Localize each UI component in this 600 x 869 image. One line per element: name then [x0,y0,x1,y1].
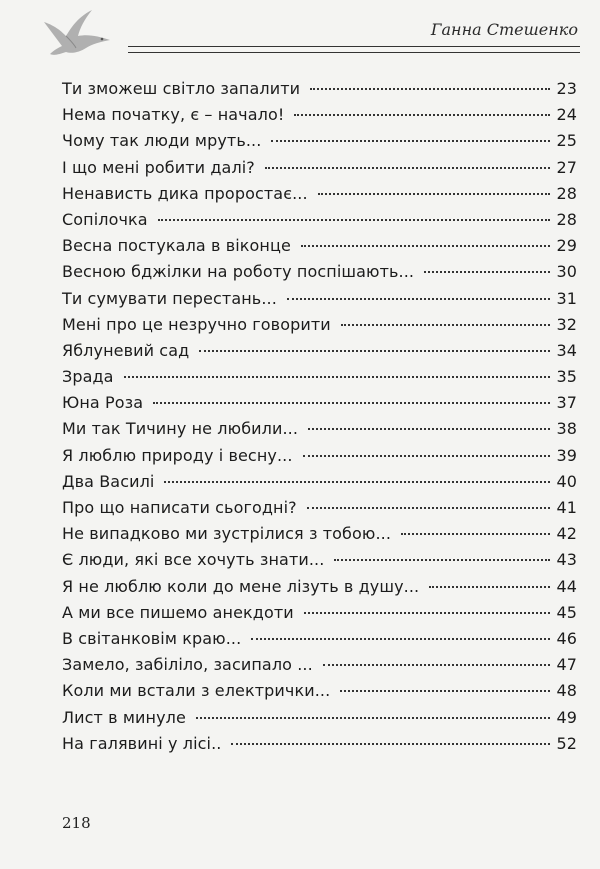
dot-leader [301,245,551,247]
dot-leader [153,402,550,404]
toc-entry-title: Ти зможеш світло запалити [62,79,301,98]
toc-entry-title: Нема початку, є – начало! [62,105,285,125]
toc-entry [62,181,577,207]
dot-leader [231,743,550,745]
toc-entry-page: 32 [556,314,577,334]
toc-entry [62,207,577,233]
toc-entry-title: В світанковім краю... [62,628,242,648]
toc-entry-title: А ми все пишемо анекдоти [62,602,294,622]
toc-entry-page: 29 [556,236,577,256]
toc-entry [62,312,577,338]
toc-entry-page: 46 [556,628,577,648]
dot-leader [199,350,550,352]
toc-entry [62,155,577,181]
toc-entry-page: 23 [556,79,577,98]
toc-entry [62,731,577,757]
toc-entry-page: 48 [556,681,577,701]
toc-entry-page: 28 [556,209,577,229]
toc-entry-title: Про що написати сьогодні? [62,498,297,517]
dot-leader [307,507,551,509]
dot-leader [401,533,550,535]
toc-entry [62,600,577,626]
toc-entry-page: 49 [556,707,577,727]
toc-entry [62,364,577,390]
toc-entry-page: 42 [556,524,577,544]
toc-entry-title: Мені про це незручно говорити [62,314,331,334]
toc-entry-title: Я люблю природу і весну... [62,445,293,465]
toc-entry-page: 44 [556,576,577,596]
dot-leader [271,140,550,142]
toc-entry-title: На галявині у лісі.. [62,733,222,753]
toc-entry [62,574,577,600]
toc-entry-title: Яблуневий сад [62,340,190,360]
toc-entry-title: Весною бджілки на роботу поспішають... [62,262,415,282]
toc-entry [62,259,577,285]
toc-entry [62,443,577,469]
toc-entry-page: 40 [556,471,577,491]
toc-entry [62,521,577,547]
dot-leader [341,324,551,326]
toc-entry-page: 25 [556,131,577,151]
toc-entry [62,626,577,652]
toc-entry-page: 31 [556,288,577,308]
dot-leader [196,717,551,719]
dot-leader [124,376,551,378]
toc-entry [62,76,577,102]
toc-entry-page: 38 [556,419,577,439]
dot-leader [310,88,550,90]
dot-leader [164,481,550,483]
dot-leader [287,298,551,300]
table-of-contents [62,76,577,757]
toc-entry-page: 34 [556,340,577,360]
toc-entry-title: Не випадково ми зустрілися з тобою... [62,524,392,544]
page-header [0,0,600,70]
toc-entry-page: 45 [556,602,577,622]
toc-entry-page: 28 [556,183,577,203]
toc-entry [62,233,577,259]
toc-entry-title: І що мені робити далі? [62,157,255,177]
toc-entry-page: 41 [556,498,577,517]
toc-entry-title: Весна постукала в віконце [62,236,291,256]
dove-icon [40,8,120,58]
dot-leader [424,271,550,273]
dot-leader [304,612,551,614]
toc-entry-title: Лист в минуле [62,707,186,727]
toc-entry-title: Ненависть дика проростає... [62,183,308,203]
dot-leader [334,559,550,561]
toc-entry-title: Ми так Тичину не любили... [62,419,299,439]
toc-entry [62,547,577,573]
dot-leader [303,455,551,457]
dot-leader [340,690,550,692]
toc-entry [62,705,577,731]
toc-entry [62,390,577,416]
toc-entry [62,338,577,364]
toc-entry-page: 47 [556,655,577,675]
toc-entry-page: 37 [556,393,577,413]
dot-leader [318,193,551,195]
toc-entry-title: Зрада [62,367,114,387]
toc-entry-title: Є люди, які все хочуть знати... [62,550,325,570]
toc-entry [62,128,577,154]
dot-leader [429,586,550,588]
toc-entry-page: 30 [556,262,577,282]
dot-leader [323,664,551,666]
toc-entry-title: Сопілочка [62,209,148,229]
dot-leader [158,219,551,221]
header-rule-top [128,46,580,47]
toc-entry-title: Юна Роза [62,393,144,413]
toc-entry [62,469,577,495]
toc-entry-page: 39 [556,445,577,465]
toc-entry-title: Замело, забіліло, засипало ... [62,655,313,675]
toc-entry-title: Коли ми встали з електрички... [62,681,331,701]
toc-entry-title: Два Василі [62,471,155,491]
toc-entry-page: 27 [556,157,577,177]
dot-leader [308,428,550,430]
header-rule-bottom [128,52,580,53]
dot-leader [294,114,550,116]
dot-leader [265,167,551,169]
toc-entry-page: 24 [556,105,577,125]
toc-entry-title: Ти сумувати перестань... [62,288,277,308]
dot-leader [251,638,550,640]
toc-entry [62,495,577,521]
toc-entry [62,678,577,704]
toc-entry [62,652,577,678]
toc-entry [62,286,577,312]
page-number: 218 [62,814,91,832]
author-name: Ганна Стешенко [430,20,578,39]
toc-entry-page: 52 [556,733,577,753]
toc-entry-page: 43 [556,550,577,570]
toc-entry [62,416,577,442]
toc-entry [62,102,577,128]
toc-entry-title: Я не люблю коли до мене лізуть в душу... [62,576,420,596]
toc-entry-page: 35 [556,367,577,387]
toc-entry-title: Чому так люди мруть... [62,131,262,151]
